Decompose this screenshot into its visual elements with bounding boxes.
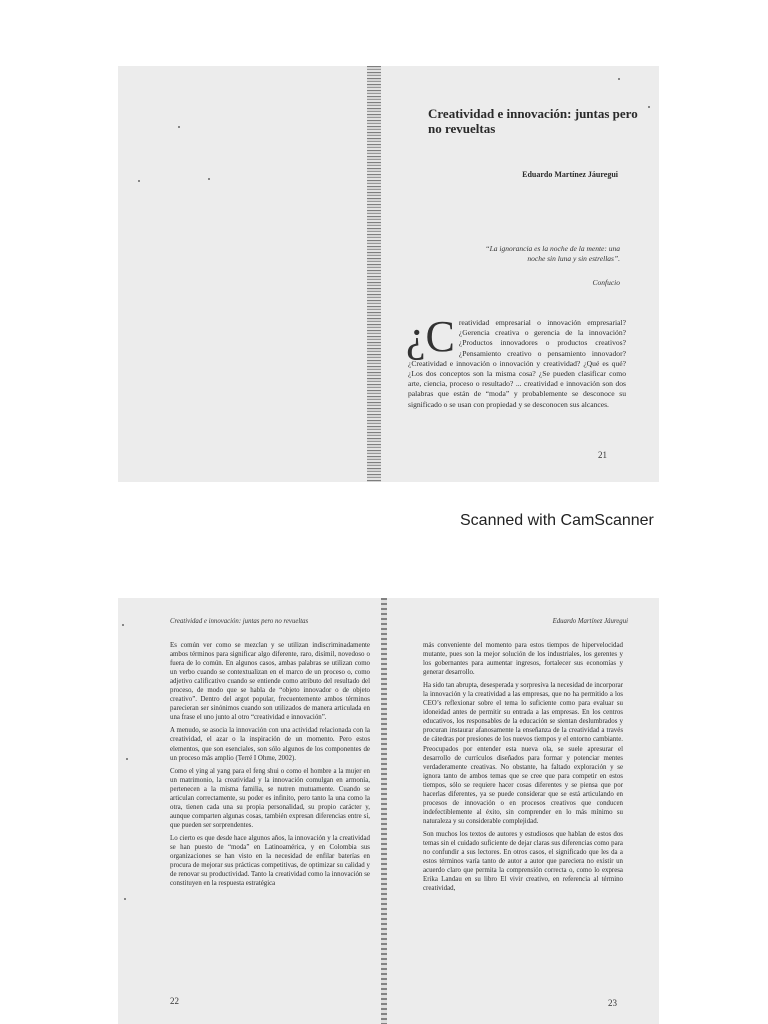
scan-speck <box>618 78 620 80</box>
scan-pages-22-23 <box>118 598 659 1024</box>
camscanner-watermark: Scanned with CamScanner <box>460 512 654 529</box>
book-spine-shadow <box>367 66 381 482</box>
page-number-21: 21 <box>598 450 607 460</box>
page-22-column <box>170 641 370 892</box>
scan-speck <box>648 106 650 108</box>
epigraph-author: Confucio <box>592 278 620 287</box>
paragraph: más conveniente del momento para estos tiempos de hipervelocidad mutante, pues son la mejor solución de los industriales, los gerentes y los gobernantes para aumentar ingresos, fortalecer sus economías y generar desarrollo. <box>423 642 623 677</box>
book-spine-shadow <box>381 598 387 1024</box>
running-header-right: Eduardo Martínez Jáuregui <box>552 618 628 625</box>
page-number-23: 23 <box>608 998 617 1008</box>
paragraph: Ha sido tan abrupta, desesperada y sorpresiva la necesidad de incorporar la innovación y la creatividad a las empresas, que no ha permitido a los CEO’s reflexionar sobre el tema lo suficiente como para evaluar su idoneidad antes de permitir su entrada a las empresas. En los centros educativos, los responsables de la educación se sientan deslumbrados y procuran instaurar afanosamente la enseñanza de la creatividad a través de cátedras por presiones de los nuevos tiempos y el entorno cambiante. Preocupados por entender esta nueva ola, se suele apresurar el desarrollo de currículos diseñados para formar y potenciar mentes verdaderamente creativas. No obstante, ha faltado exploración y se ignora tanto de ambos temas que se cree que para competir en estos tiempos, sólo se requiere hacer cosas diferentes y se piensa que por hacerlas diferentes, ya se puede considerar que se está articulando en procesos de innovación o en procesos creativos que conducen indefectiblemente al éxito, sin comprender en lo más mínimo su naturaleza y su considerable complejidad. <box>423 682 623 825</box>
intro-text: reatividad empresarial o innovación empresarial? ¿Gerencia creativa o gerencia de la innovación? ¿Productos innovadores o productos creativos? ¿Pensamiento creativo o pensamiento innovador? ¿Creatividad e innovación o innovación y creatividad? ¿Qué es qué? ¿Los dos conceptos son la misma cosa? ¿Se pueden clasificar como arte, ciencia, proceso o resultado? ... creatividad e innovación son dos palabras que están de “moda” y probablemente se desconoce su significado o se usan con propiedad y se desconocen sus alcances. <box>408 318 626 409</box>
scan-speck <box>208 178 210 180</box>
scan-speck <box>126 758 128 760</box>
paragraph: Son muchos los textos de autores y estudiosos que hablan de estos dos temas sin el cuidado suficiente de dejar claras sus diferencias como para no confundir a sus lectores. En otros casos, el significado que les da a estos términos varía tanto de autor a autor que pareciera no existir un acuerdo claro que permita la comprensión correcta o, como lo expresa Erika Landau en su libro El vivir creativo, en referencia al término creatividad, <box>423 830 623 893</box>
paragraph: Es común ver como se mezclan y se utilizan indiscriminadamente ambos términos para significar algo diferente, raro, disímil, novedoso o fuera de lo común. En algunos casos, ambas palabras se utilizan como un verbo cuando se contextualizan en el marco de un proceso o, como adjetivo calificativo cuando se entiende como atributo del resultado del proceso, de modo que se habla de “objeto innovador o de objeto creativo”. Dentro del argot popular, frecuentemente ambos términos parecieran ser sinónimos cuando son utilizados de manera articulada en una frase el uno junto al otro “creatividad e innovación”. <box>170 642 370 722</box>
page-23-column <box>423 641 623 897</box>
scan-speck <box>178 126 180 128</box>
scan-speck <box>122 624 124 626</box>
page-number-22: 22 <box>170 996 179 1006</box>
running-header-left: Creatividad e innovación: juntas pero no revueltas <box>170 618 309 625</box>
scan-page-21 <box>118 66 659 482</box>
paragraph: Lo cierto es que desde hace algunos años, la innovación y la creatividad se han puesto de “moda” en Latinoamérica, y en Colombia sus organizaciones se han visto en la necesidad de enfilar baterías en procura de mejorar sus prácticas competitivas, de optimizar su calidad y de renovar su productividad. Tanto la creatividad como la innovación se constituyen en la respuesta estratégica <box>170 834 370 888</box>
drop-cap: ¿C <box>406 312 455 361</box>
chapter-author: Eduardo Martínez Jáuregui <box>522 170 618 179</box>
chapter-title: Creatividad e innovación: juntas pero no revueltas <box>428 106 638 136</box>
epigraph-quote: “La ignorancia es la noche de la mente: una noche sin luna y sin estrellas”. <box>485 244 620 263</box>
paragraph: A menudo, se asocia la innovación con una actividad relacionada con la creatividad, el azar o la inspiración de un momento. Pero estos elementos, que son esenciales, son sólo algunos de los componentes de un proceso más amplio (Terré I Ohme, 2002). <box>170 727 370 762</box>
scan-speck <box>138 180 140 182</box>
paragraph: Como el ying al yang para el feng shui o como el hombre a la mujer en un matrimonio, la creatividad y la innovación comulgan en armonía, pertenecen a la misma familia, se nutren mutuamente. Cuando se articulan correctamente, su poder es infinito, pero tanto la una como la otra, tienen cada una su propia personalidad, su propio carácter y, aunque comparten algunas cosas, también expresan diferencias entre sí, que pueden ser sorprendentes. <box>170 767 370 829</box>
scan-speck <box>124 898 126 900</box>
intro-paragraph <box>406 312 626 410</box>
